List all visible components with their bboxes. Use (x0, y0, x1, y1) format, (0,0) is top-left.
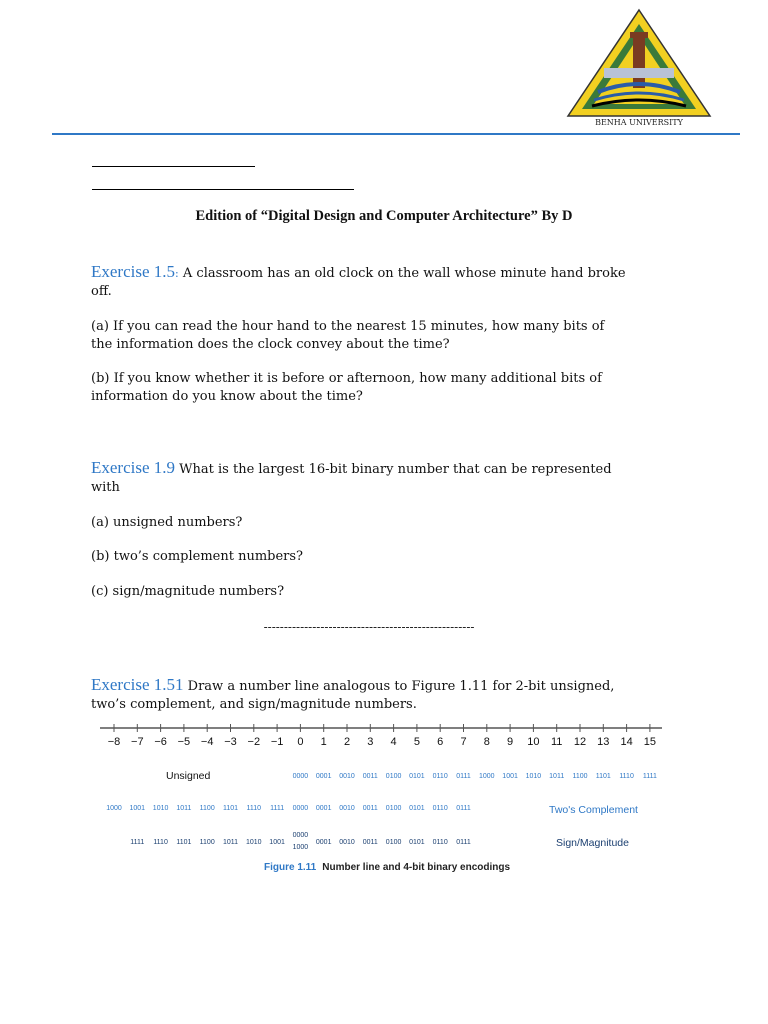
figure-caption: Figure 1.11 Number line and 4-bit binary encodings (264, 862, 511, 873)
binary-encoding: 1000 (106, 805, 122, 812)
tick-label: 5 (413, 736, 420, 748)
binary-encoding: 1011 (222, 839, 239, 846)
binary-encoding: 1100 (199, 805, 215, 812)
edition-heading: Edition of “Digital Design and Computer Architecture” By D (195, 208, 573, 224)
binary-encoding: 0011 (362, 805, 378, 812)
binary-encoding: 0010 (339, 839, 355, 846)
binary-encoding: 1011 (549, 773, 565, 780)
tick-label: −6 (154, 736, 167, 748)
tick-label: 12 (573, 736, 587, 748)
number-line-figure (100, 720, 666, 880)
exercise-1-9-part-c: (c) sign/magnitude numbers? (91, 584, 285, 599)
exercise-1-51-intro: Exercise 1.51 Draw a number line analogous to Figure 1.11 for 2-bit unsigned, two’s complement, and sign/magnitude numbers. (91, 675, 615, 712)
binary-encoding: 0110 (432, 773, 448, 780)
tick-label: 9 (507, 736, 514, 748)
binary-encoding: 1111 (130, 839, 145, 846)
benha-university-logo (564, 6, 714, 130)
binary-encoding: 1001 (269, 839, 285, 846)
tick-label: 13 (597, 736, 610, 748)
binary-encoding: 0110 (432, 839, 448, 846)
binary-encoding: 0111 (456, 839, 471, 846)
binary-encoding: 0100 (385, 839, 402, 846)
binary-encoding: 1001 (502, 773, 518, 780)
binary-encoding: 0011 (362, 839, 378, 846)
binary-encoding: 0110 (432, 805, 448, 812)
exercise-1-5-part-a: (a) If you can read the hour hand to the nearest 15 minutes, how many bits of the information does the clock convey about the time? (91, 319, 605, 352)
exercise-1-9-part-b: (b) two’s complement numbers? (91, 549, 304, 564)
binary-encoding: 0100 (385, 773, 402, 780)
binary-encoding: 0111 (456, 773, 471, 780)
tick-label: 11 (550, 736, 563, 748)
tick-label: 2 (343, 736, 351, 748)
exercise-1-9-intro: Exercise 1.9 What is the largest 16-bit binary number that can be represented with (91, 458, 612, 495)
binary-encoding: 1100 (199, 839, 215, 846)
binary-encoding: 0010 (339, 773, 355, 780)
name-blank-line (92, 166, 255, 167)
section-separator: ---------------------------------------------------- (263, 620, 475, 634)
exercise-title: Exercise 1.51 (91, 675, 184, 694)
twos-complement-label: Two's Complement (549, 804, 638, 816)
id-blank-line (92, 189, 354, 190)
binary-encoding: 1001 (129, 805, 146, 812)
binary-encoding: 1100 (572, 773, 588, 780)
binary-encoding: 1101 (176, 839, 192, 846)
tick-label: 10 (527, 736, 540, 748)
binary-encoding: 0001 (315, 805, 332, 812)
tick-label: 8 (483, 736, 490, 748)
binary-encoding: 0111 (456, 805, 471, 812)
header-rule (52, 133, 740, 135)
tick-label: −4 (200, 736, 214, 748)
tick-label: 1 (320, 736, 327, 748)
binary-encoding: 1111 (642, 773, 657, 780)
unsigned-label: Unsigned (166, 770, 211, 782)
binary-encoding: 1010 (152, 805, 169, 812)
exercise-1-9-part-a: (a) unsigned numbers? (91, 515, 243, 530)
binary-encoding: 0010 (339, 805, 355, 812)
binary-encoding: 1111 (270, 805, 285, 812)
exercise-title: Exercise 1.9 (91, 458, 176, 477)
logo-text: BENHA UNIVERSITY (595, 118, 683, 127)
tick-label: −2 (247, 736, 261, 748)
binary-encoding: 0011 (362, 773, 378, 780)
binary-encoding: 1000 (479, 773, 495, 780)
sign-magnitude-label: Sign/Magnitude (556, 837, 629, 849)
tick-label: 15 (643, 736, 657, 748)
binary-encoding: 1110 (246, 805, 262, 812)
binary-encoding: 1101 (222, 805, 239, 812)
exercise-title: Exercise 1.5 (91, 262, 176, 281)
exercise-1-5-part-b: (b) If you know whether it is before or afternoon, how many additional bits of information do you know about the time? (91, 371, 602, 404)
binary-encoding: 1010 (525, 773, 542, 780)
binary-encoding: 1011 (176, 805, 192, 812)
exercise-1-5-intro: Exercise 1.5: A classroom has an old clock on the wall whose minute hand broke off. (91, 262, 626, 299)
binary-encoding: 0001 (315, 839, 332, 846)
tick-label: 6 (437, 736, 444, 748)
binary-encoding: 0101 (409, 805, 425, 812)
tick-label: 14 (620, 736, 633, 748)
tick-label: 4 (390, 736, 397, 748)
tick-label: 7 (460, 736, 467, 748)
tick-label: 0 (297, 736, 304, 748)
binary-encoding: 0000 (292, 773, 309, 780)
binary-encoding: 0101 (409, 773, 425, 780)
tick-label: −5 (177, 736, 191, 748)
sign-magnitude-zero: 1000 (292, 844, 309, 851)
binary-encoding: 1110 (619, 773, 634, 780)
tick-label: −8 (107, 736, 121, 748)
binary-encoding: 0000 (292, 805, 309, 812)
binary-encoding: 1101 (595, 773, 611, 780)
binary-encoding: 1110 (153, 839, 168, 846)
binary-encoding: 1010 (246, 839, 262, 846)
binary-encoding: 0001 (315, 773, 332, 780)
tick-label: 3 (367, 736, 374, 748)
binary-encoding: 0101 (409, 839, 425, 846)
sign-magnitude-zero: 0000 (292, 832, 309, 839)
binary-encoding: 0100 (385, 805, 402, 812)
tick-label: −1 (270, 736, 284, 748)
tick-label: −3 (224, 736, 237, 748)
tick-label: −7 (131, 736, 144, 748)
